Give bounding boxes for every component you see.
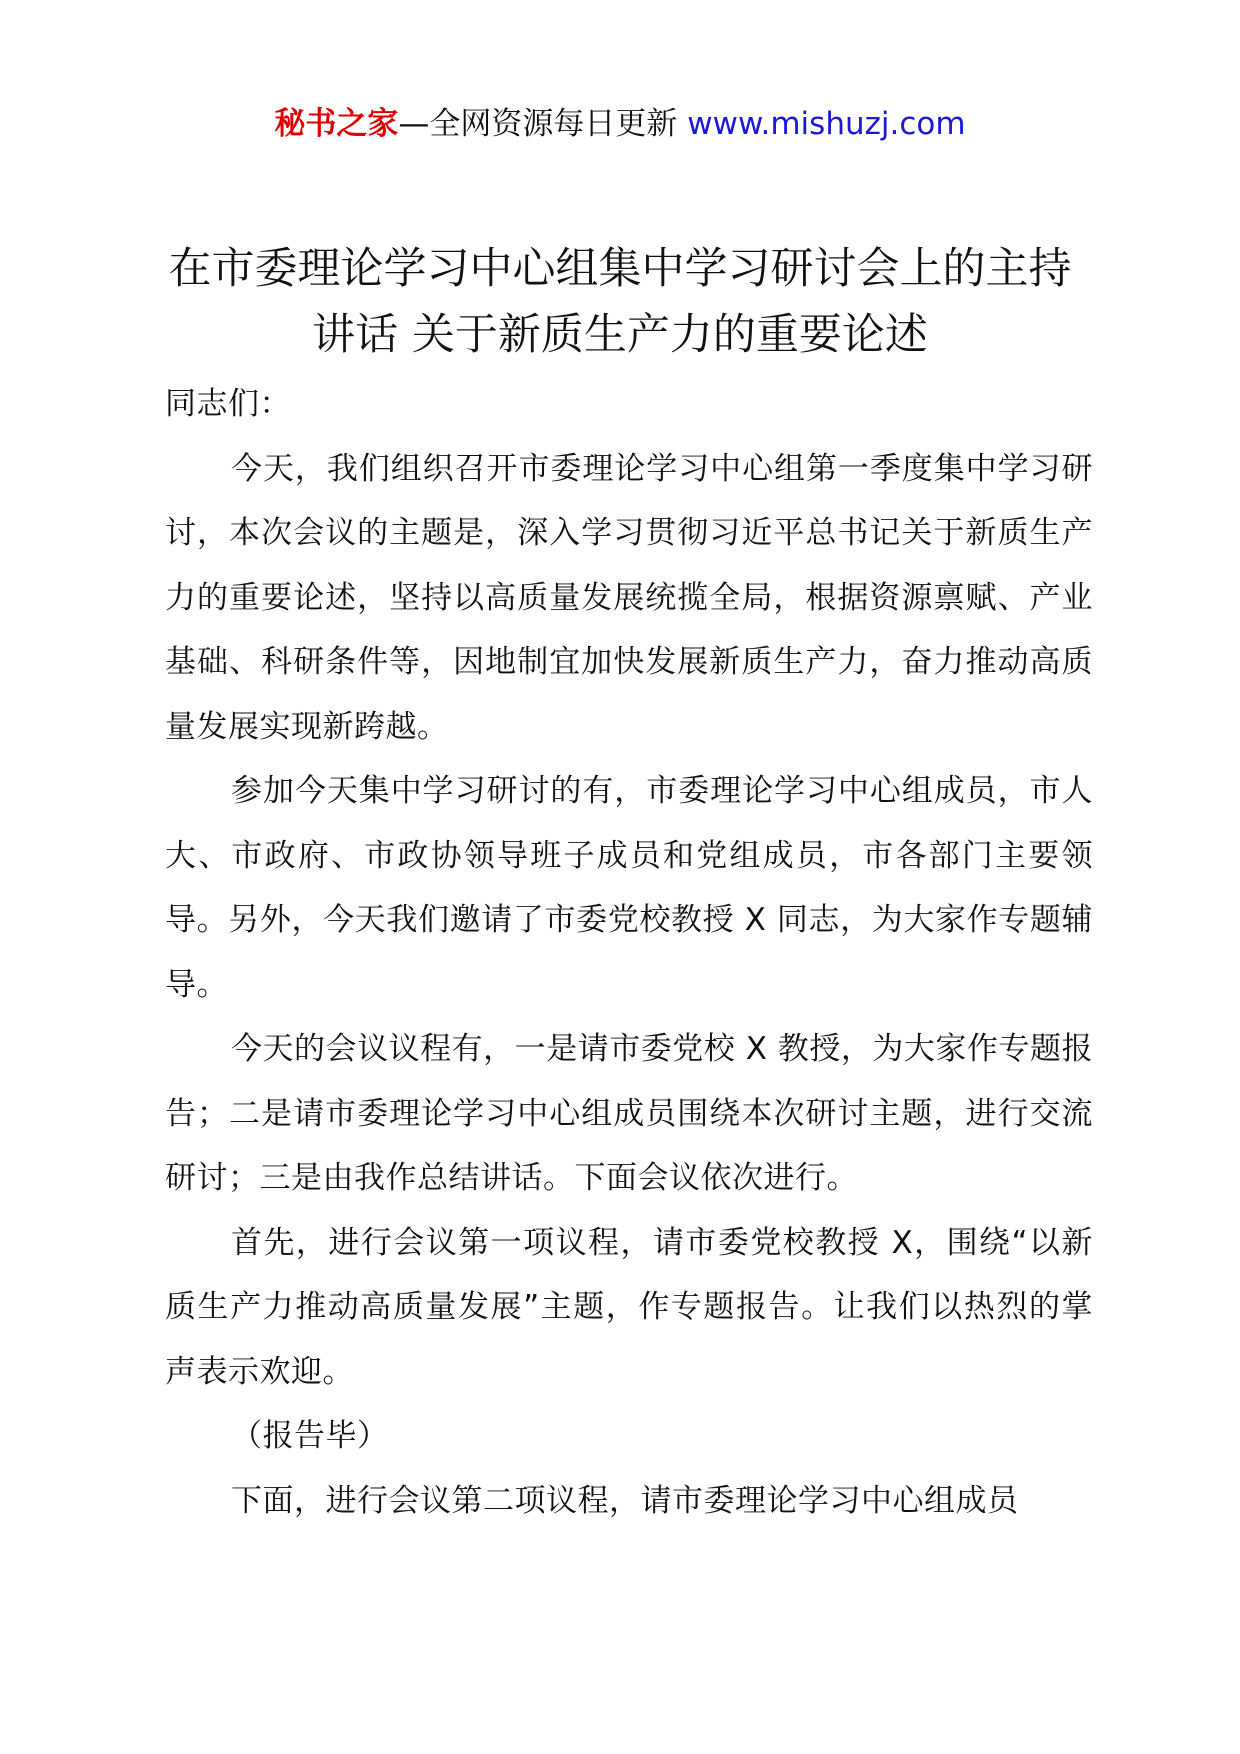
header-slogan: —全网资源每日更新 — [398, 106, 688, 142]
brand-name: 秘书之家 — [274, 106, 399, 142]
document-title: 在市委理论学习中心组集中学习研讨会上的主持讲话 关于新质生产力的重要论述 — [168, 244, 1072, 360]
paragraph-attendees: 参加今天集中学习研讨的有，市委理论学习中心组成员，市人大、市政府、市政协领导班子成员和党组成员，市各部门主要领导。另外，今天我们邀请了市委党校教授 X 同志，为大家作专题辅导。 — [165, 773, 1093, 1003]
paragraph-intro: 今天，我们组织召开市委理论学习中心组第一季度集中学习研讨，本次会议的主题是，深入学习贯彻习近平总书记关于新质生产力的重要论述，坚持以高质量发展统揽全局，根据资源禀赋、产业基础、科研条件等，因地制宜加快发展新质生产力，奋力推动高质量发展实现新跨越。 — [165, 450, 1093, 745]
paragraph-report-end: （报告毕） — [231, 1418, 389, 1454]
website-url[interactable]: www.mishuzj.com — [687, 106, 966, 142]
salutation: 同志们： — [165, 386, 291, 422]
document-body — [165, 372, 1093, 1533]
paragraph-agenda: 今天的会议议程有，一是请市委党校 X 教授，为大家作专题报告；二是请市委理论学习中心组成员围绕本次研讨主题，进行交流研讨；三是由我作总结讲话。下面会议依次进行。 — [165, 1031, 1093, 1196]
paragraph-first-item: 首先，进行会议第一项议程，请市委党校教授 X，围绕“以新质生产力推动高质量发展”主题，作专题报告。让我们以热烈的掌声表示欢迎。 — [165, 1224, 1093, 1390]
paragraph-second-item: 下面，进行会议第二项议程，请市委理论学习中心组成员 — [231, 1482, 1019, 1519]
site-header — [0, 100, 1240, 148]
